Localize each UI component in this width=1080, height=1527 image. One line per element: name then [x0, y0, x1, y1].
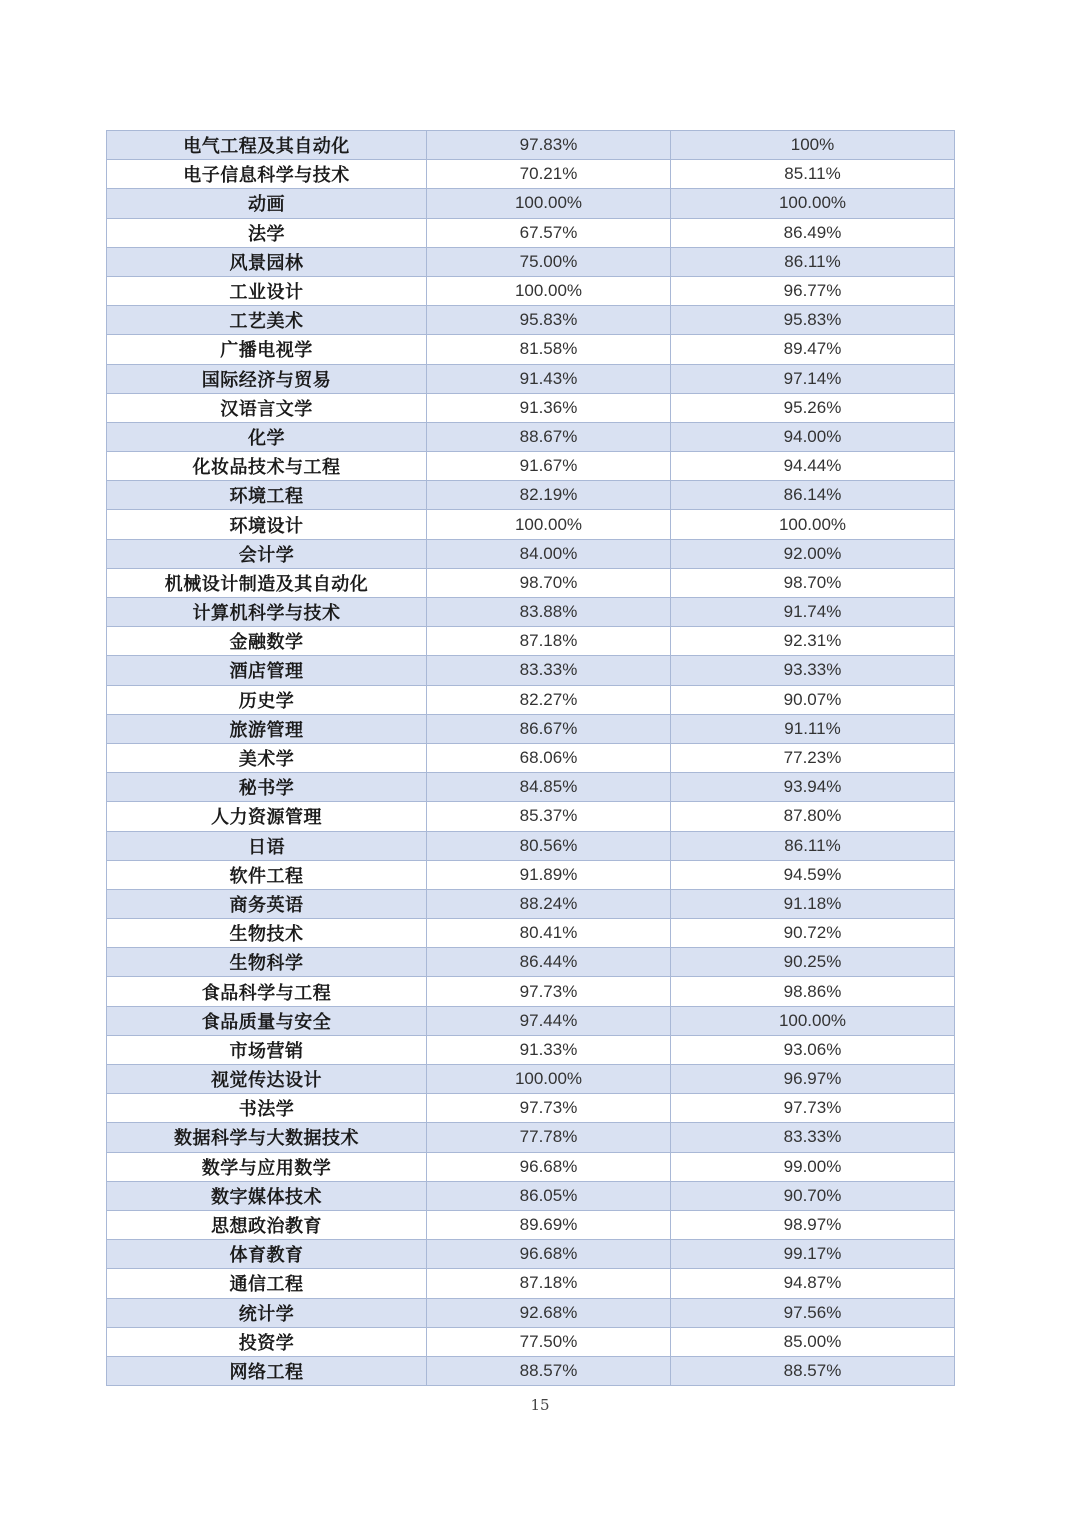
major-name-cell: 工业设计: [107, 276, 427, 305]
rate-cell-col3: 98.70%: [671, 568, 955, 597]
rate-cell-col3: 86.11%: [671, 247, 955, 276]
page-number: 15: [530, 1396, 550, 1414]
rate-cell-col3: 90.70%: [671, 1181, 955, 1210]
rate-cell-col3: 100.00%: [671, 189, 955, 218]
major-name-cell: 视觉传达设计: [107, 1065, 427, 1094]
major-name-cell: 生物技术: [107, 919, 427, 948]
major-name-cell: 体育教育: [107, 1240, 427, 1269]
rate-cell-col3: 94.59%: [671, 860, 955, 889]
rate-cell-col2: 98.70%: [427, 568, 671, 597]
table-row: [107, 452, 955, 481]
rate-cell-col3: 90.07%: [671, 685, 955, 714]
rate-cell-col2: 68.06%: [427, 743, 671, 772]
table-row: [107, 831, 955, 860]
major-name-cell: 商务英语: [107, 889, 427, 918]
major-name-cell: 国际经济与贸易: [107, 364, 427, 393]
rate-cell-col2: 96.68%: [427, 1240, 671, 1269]
rate-cell-col2: 77.50%: [427, 1327, 671, 1356]
table-row: [107, 481, 955, 510]
major-name-cell: 酒店管理: [107, 656, 427, 685]
rate-cell-col2: 75.00%: [427, 247, 671, 276]
major-name-cell: 历史学: [107, 685, 427, 714]
data-table-container: [106, 130, 954, 1386]
table-row: [107, 131, 955, 160]
rate-cell-col2: 97.83%: [427, 131, 671, 160]
major-name-cell: 环境工程: [107, 481, 427, 510]
major-name-cell: 数学与应用数学: [107, 1152, 427, 1181]
rate-cell-col3: 94.00%: [671, 422, 955, 451]
rate-cell-col3: 95.83%: [671, 306, 955, 335]
rate-cell-col3: 93.94%: [671, 773, 955, 802]
rate-cell-col3: 92.31%: [671, 627, 955, 656]
rate-cell-col3: 97.14%: [671, 364, 955, 393]
major-name-cell: 秘书学: [107, 773, 427, 802]
rate-cell-col3: 77.23%: [671, 743, 955, 772]
table-row: [107, 335, 955, 364]
table-row: [107, 393, 955, 422]
rate-cell-col3: 89.47%: [671, 335, 955, 364]
table-row: [107, 598, 955, 627]
rate-cell-col2: 80.41%: [427, 919, 671, 948]
table-row: [107, 1094, 955, 1123]
table-row: [107, 306, 955, 335]
major-name-cell: 市场营销: [107, 1035, 427, 1064]
table-row: [107, 364, 955, 393]
rate-cell-col2: 89.69%: [427, 1210, 671, 1239]
major-name-cell: 生物科学: [107, 948, 427, 977]
major-name-cell: 书法学: [107, 1094, 427, 1123]
rate-cell-col2: 82.19%: [427, 481, 671, 510]
rate-cell-col2: 85.37%: [427, 802, 671, 831]
rate-cell-col2: 83.33%: [427, 656, 671, 685]
rate-cell-col2: 100.00%: [427, 189, 671, 218]
table-row: [107, 743, 955, 772]
table-body: [107, 131, 955, 1386]
major-name-cell: 电气工程及其自动化: [107, 131, 427, 160]
table-row: [107, 627, 955, 656]
table-row: [107, 160, 955, 189]
rate-cell-col3: 92.00%: [671, 539, 955, 568]
rate-cell-col2: 100.00%: [427, 510, 671, 539]
rate-cell-col2: 97.73%: [427, 1094, 671, 1123]
major-name-cell: 工艺美术: [107, 306, 427, 335]
rate-cell-col3: 91.11%: [671, 714, 955, 743]
major-name-cell: 投资学: [107, 1327, 427, 1356]
major-name-cell: 化妆品技术与工程: [107, 452, 427, 481]
rate-cell-col2: 70.21%: [427, 160, 671, 189]
major-name-cell: 金融数学: [107, 627, 427, 656]
rate-cell-col2: 84.85%: [427, 773, 671, 802]
rate-cell-col3: 99.17%: [671, 1240, 955, 1269]
table-row: [107, 1181, 955, 1210]
rate-cell-col3: 96.97%: [671, 1065, 955, 1094]
table-row: [107, 1298, 955, 1327]
major-name-cell: 化学: [107, 422, 427, 451]
rate-cell-col3: 93.33%: [671, 656, 955, 685]
table-row: [107, 889, 955, 918]
table-row: [107, 510, 955, 539]
table-row: [107, 1240, 955, 1269]
major-name-cell: 通信工程: [107, 1269, 427, 1298]
major-name-cell: 广播电视学: [107, 335, 427, 364]
table-row: [107, 1269, 955, 1298]
major-rates-table: [106, 130, 955, 1386]
rate-cell-col3: 100%: [671, 131, 955, 160]
rate-cell-col3: 93.06%: [671, 1035, 955, 1064]
major-name-cell: 软件工程: [107, 860, 427, 889]
rate-cell-col2: 83.88%: [427, 598, 671, 627]
table-row: [107, 1152, 955, 1181]
rate-cell-col2: 86.44%: [427, 948, 671, 977]
rate-cell-col3: 91.74%: [671, 598, 955, 627]
rate-cell-col3: 100.00%: [671, 1006, 955, 1035]
table-row: [107, 773, 955, 802]
rate-cell-col3: 96.77%: [671, 276, 955, 305]
rate-cell-col2: 91.33%: [427, 1035, 671, 1064]
table-row: [107, 1123, 955, 1152]
table-row: [107, 189, 955, 218]
rate-cell-col3: 86.49%: [671, 218, 955, 247]
rate-cell-col2: 88.67%: [427, 422, 671, 451]
major-name-cell: 会计学: [107, 539, 427, 568]
rate-cell-col3: 94.44%: [671, 452, 955, 481]
table-row: [107, 948, 955, 977]
major-name-cell: 网络工程: [107, 1356, 427, 1385]
rate-cell-col2: 95.83%: [427, 306, 671, 335]
rate-cell-col2: 100.00%: [427, 276, 671, 305]
rate-cell-col2: 86.05%: [427, 1181, 671, 1210]
rate-cell-col2: 91.43%: [427, 364, 671, 393]
rate-cell-col2: 91.36%: [427, 393, 671, 422]
rate-cell-col3: 94.87%: [671, 1269, 955, 1298]
table-row: [107, 539, 955, 568]
major-name-cell: 风景园林: [107, 247, 427, 276]
rate-cell-col2: 91.67%: [427, 452, 671, 481]
rate-cell-col2: 82.27%: [427, 685, 671, 714]
major-name-cell: 数据科学与大数据技术: [107, 1123, 427, 1152]
major-name-cell: 机械设计制造及其自动化: [107, 568, 427, 597]
major-name-cell: 思想政治教育: [107, 1210, 427, 1239]
table-row: [107, 247, 955, 276]
rate-cell-col2: 96.68%: [427, 1152, 671, 1181]
rate-cell-col2: 88.24%: [427, 889, 671, 918]
table-row: [107, 568, 955, 597]
rate-cell-col2: 88.57%: [427, 1356, 671, 1385]
rate-cell-col3: 95.26%: [671, 393, 955, 422]
rate-cell-col3: 87.80%: [671, 802, 955, 831]
rate-cell-col3: 86.11%: [671, 831, 955, 860]
rate-cell-col3: 97.73%: [671, 1094, 955, 1123]
major-name-cell: 人力资源管理: [107, 802, 427, 831]
table-row: [107, 218, 955, 247]
rate-cell-col3: 90.72%: [671, 919, 955, 948]
rate-cell-col3: 100.00%: [671, 510, 955, 539]
major-name-cell: 食品科学与工程: [107, 977, 427, 1006]
rate-cell-col2: 97.44%: [427, 1006, 671, 1035]
rate-cell-col2: 91.89%: [427, 860, 671, 889]
table-row: [107, 1006, 955, 1035]
rate-cell-col3: 86.14%: [671, 481, 955, 510]
rate-cell-col3: 98.97%: [671, 1210, 955, 1239]
table-row: [107, 977, 955, 1006]
major-name-cell: 动画: [107, 189, 427, 218]
table-row: [107, 422, 955, 451]
rate-cell-col3: 91.18%: [671, 889, 955, 918]
table-row: [107, 1065, 955, 1094]
rate-cell-col2: 84.00%: [427, 539, 671, 568]
rate-cell-col2: 92.68%: [427, 1298, 671, 1327]
rate-cell-col3: 85.11%: [671, 160, 955, 189]
table-row: [107, 860, 955, 889]
rate-cell-col3: 97.56%: [671, 1298, 955, 1327]
table-row: [107, 714, 955, 743]
rate-cell-col2: 67.57%: [427, 218, 671, 247]
major-name-cell: 数字媒体技术: [107, 1181, 427, 1210]
rate-cell-col2: 100.00%: [427, 1065, 671, 1094]
rate-cell-col3: 88.57%: [671, 1356, 955, 1385]
table-row: [107, 685, 955, 714]
rate-cell-col2: 87.18%: [427, 1269, 671, 1298]
rate-cell-col3: 85.00%: [671, 1327, 955, 1356]
table-row: [107, 1327, 955, 1356]
major-name-cell: 汉语言文学: [107, 393, 427, 422]
major-name-cell: 食品质量与安全: [107, 1006, 427, 1035]
rate-cell-col3: 90.25%: [671, 948, 955, 977]
table-row: [107, 276, 955, 305]
table-row: [107, 1210, 955, 1239]
major-name-cell: 电子信息科学与技术: [107, 160, 427, 189]
rate-cell-col2: 97.73%: [427, 977, 671, 1006]
major-name-cell: 旅游管理: [107, 714, 427, 743]
rate-cell-col2: 80.56%: [427, 831, 671, 860]
table-row: [107, 802, 955, 831]
rate-cell-col2: 81.58%: [427, 335, 671, 364]
table-row: [107, 1356, 955, 1385]
rate-cell-col3: 99.00%: [671, 1152, 955, 1181]
major-name-cell: 法学: [107, 218, 427, 247]
major-name-cell: 美术学: [107, 743, 427, 772]
major-name-cell: 计算机科学与技术: [107, 598, 427, 627]
rate-cell-col2: 86.67%: [427, 714, 671, 743]
rate-cell-col2: 77.78%: [427, 1123, 671, 1152]
major-name-cell: 日语: [107, 831, 427, 860]
rate-cell-col2: 87.18%: [427, 627, 671, 656]
table-row: [107, 919, 955, 948]
table-row: [107, 656, 955, 685]
rate-cell-col3: 83.33%: [671, 1123, 955, 1152]
rate-cell-col3: 98.86%: [671, 977, 955, 1006]
major-name-cell: 环境设计: [107, 510, 427, 539]
major-name-cell: 统计学: [107, 1298, 427, 1327]
table-row: [107, 1035, 955, 1064]
